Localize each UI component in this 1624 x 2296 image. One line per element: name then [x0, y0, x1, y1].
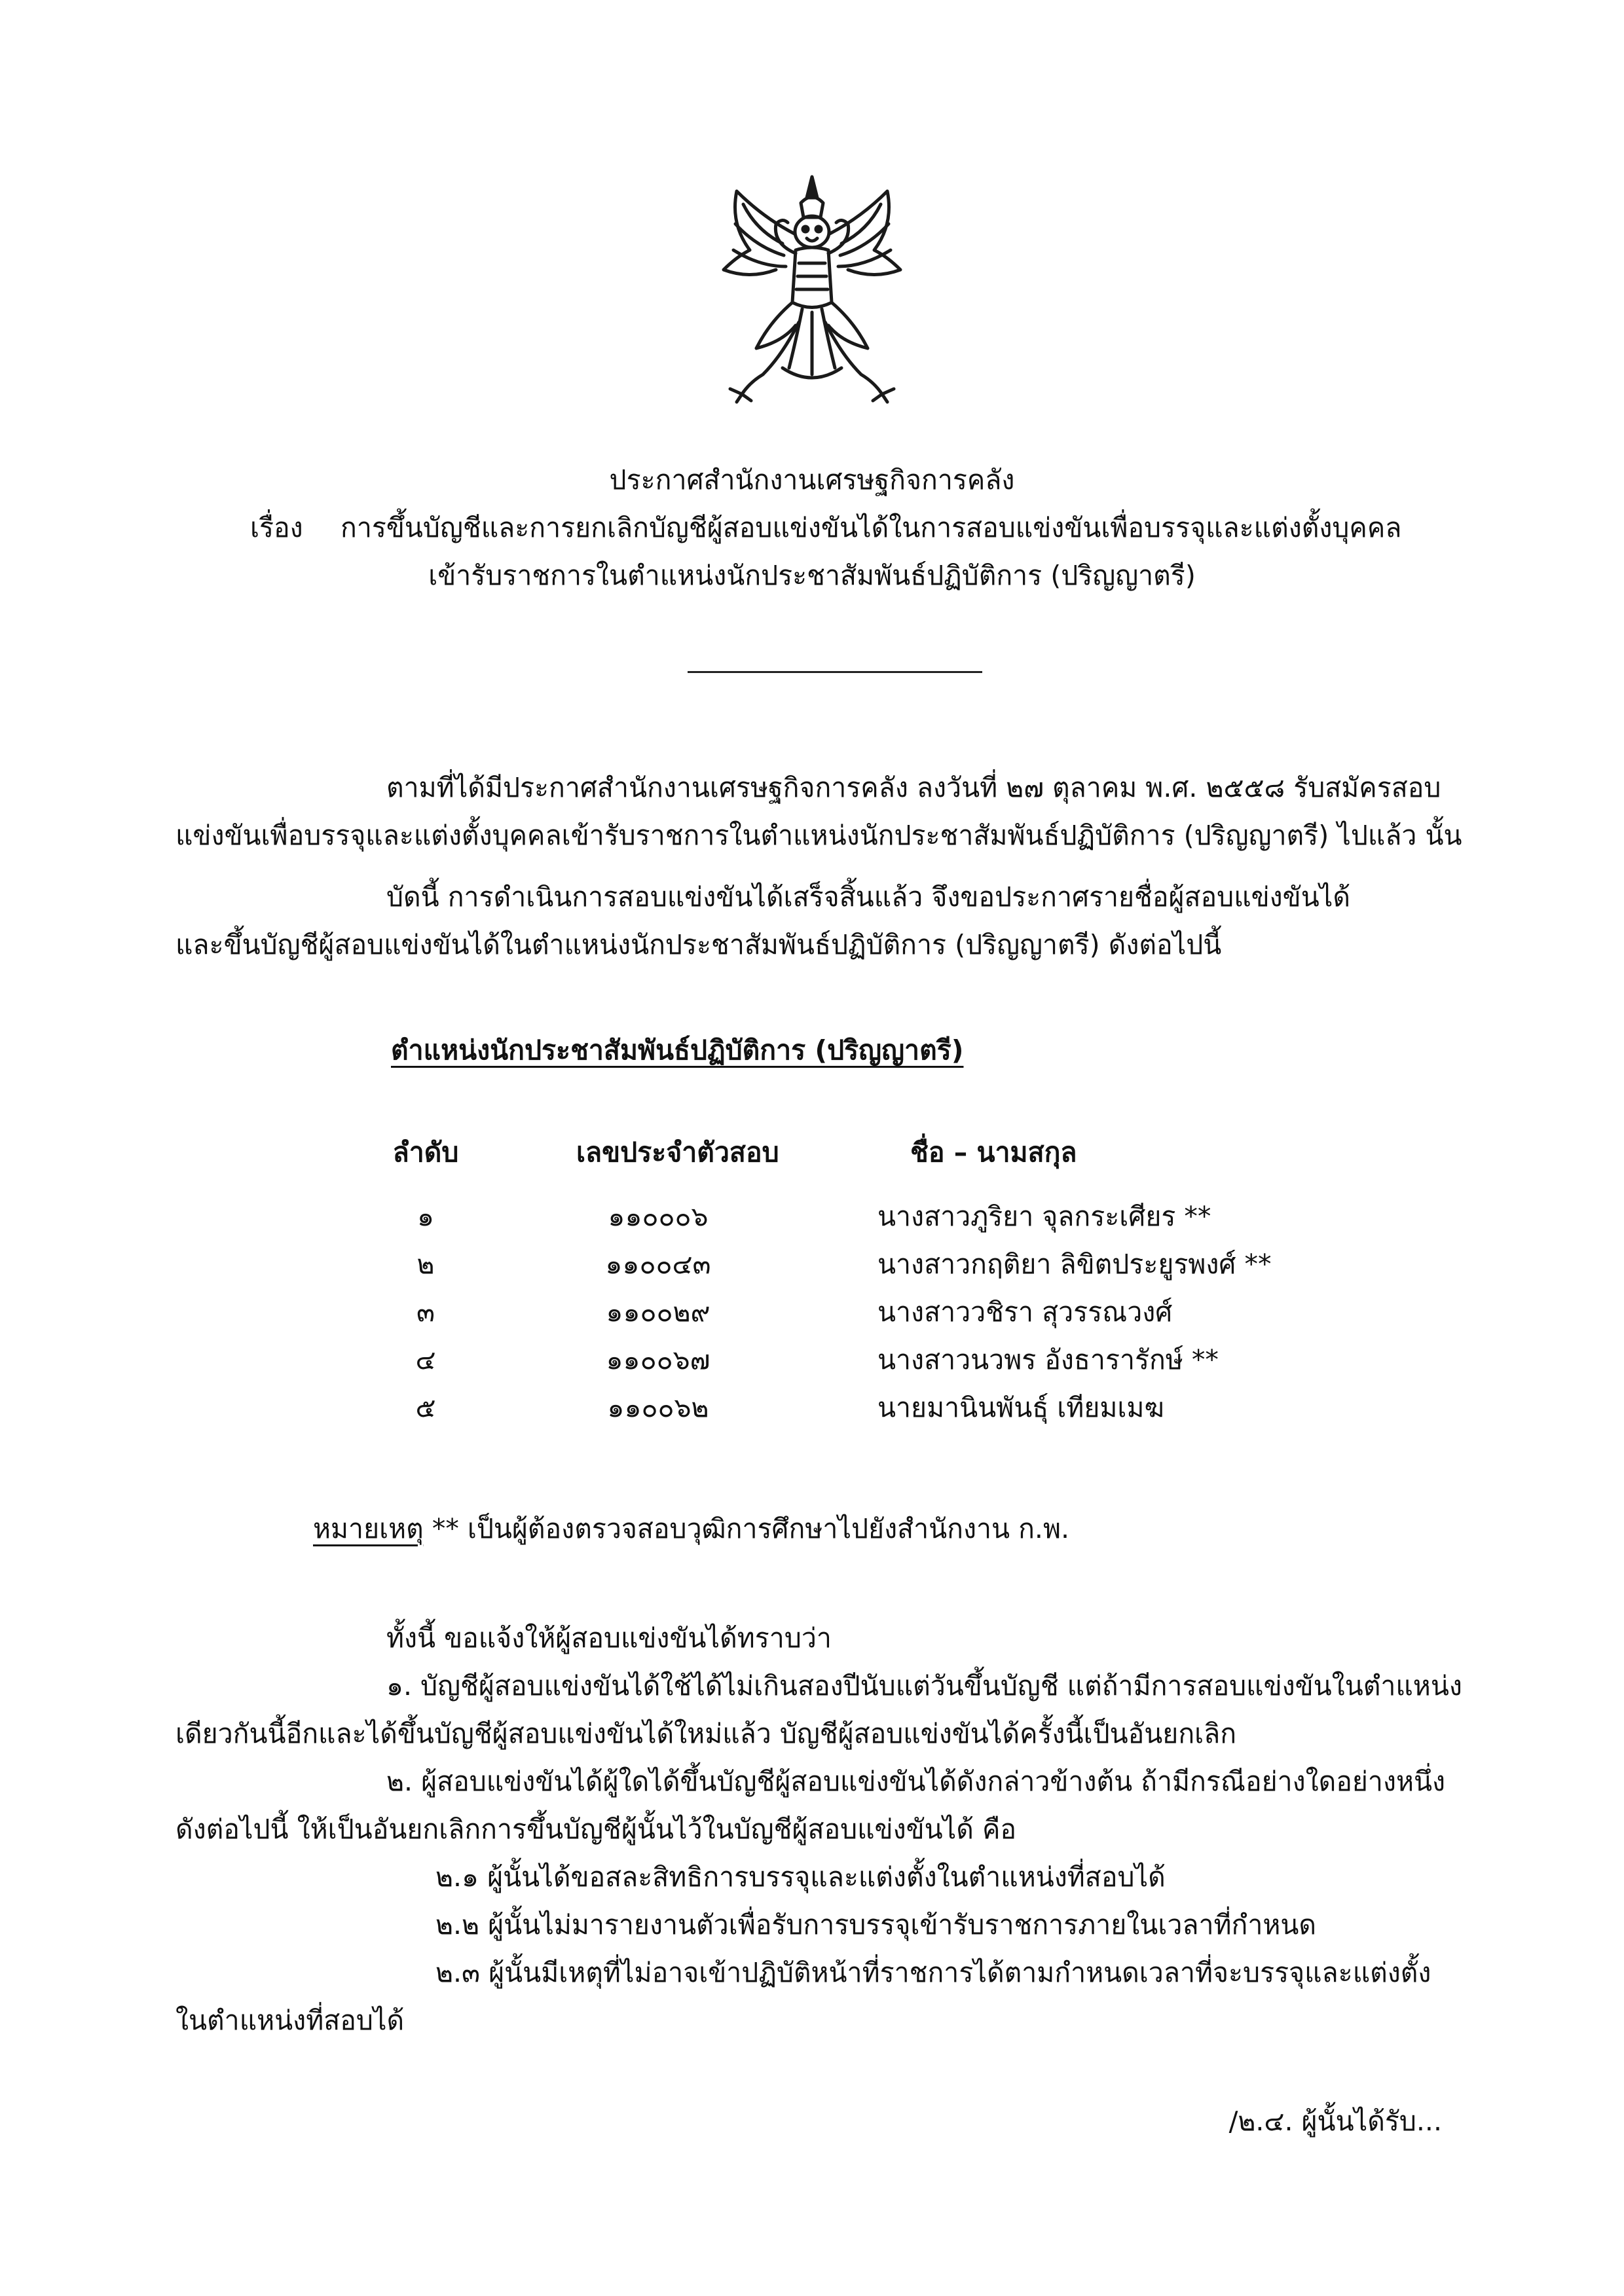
condition-2-line-1: ๒. ผู้สอบแข่งขันได้ผู้ใดได้ขึ้นบัญชีผู้สอบแข่งขันได้ดังกล่าวข้างต้น ถ้ามีกรณีอย่างใดอย่างหนึ่ง [386, 1766, 1446, 1797]
condition-1-line-2: เดียวกันนี้อีกและได้ขึ้นบัญชีผู้สอบแข่งขันได้ใหม่แล้ว บัญชีผู้สอบแข่งขันได้ครั้งนี้เป็นอันยกเลิก [175, 1718, 1237, 1749]
remark-text: ** เป็นผู้ต้องตรวจสอบวุฒิการศึกษาไปยังสำนักงาน ก.พ. [432, 1513, 1070, 1544]
conditions-intro: ทั้งนี้ ขอแจ้งให้ผู้สอบแข่งขันได้ทราบว่า [386, 1622, 832, 1654]
table-row [0, 1344, 1624, 1379]
row-name: นางสาวภูริยา จุลกระเศียร ** [877, 1201, 1211, 1232]
para-1-line-2: แข่งขันเพื่อบรรจุและแต่งตั้งบุคคลเข้ารับราชการในตำแหน่งนักประชาสัมพันธ์ปฏิบัติการ (ปริญญาตรี) ไปแล้ว นั้น [175, 820, 1462, 851]
row-no: ๕ [415, 1392, 436, 1423]
table-row [0, 1394, 1624, 1427]
row-no: ๓ [416, 1296, 435, 1328]
subject-label: เรื่อง [250, 512, 303, 543]
condition-2-3-line-2: ในตำแหน่งที่สอบได้ [175, 2005, 405, 2036]
condition-2-2: ๒.๒ ผู้นั้นไม่มารายงานตัวเพื่อรับการบรรจุเข้ารับราชการภายในเวลาที่กำหนด [435, 1909, 1317, 1941]
para-1-line-1: ตามที่ได้มีประกาศสำนักงานเศรษฐกิจการคลัง ลงวันที่ ๒๗ ตุลาคม พ.ศ. ๒๕๕๘ รับสมัครสอบ [386, 772, 1441, 803]
condition-1-line-1: ๑. บัญชีผู้สอบแข่งขันได้ใช้ได้ไม่เกินสองปีนับแต่วันขึ้นบัญชี แต่ถ้ามีการสอบแข่งขันในตำแหน่ง [386, 1670, 1462, 1702]
table-row [0, 1203, 1624, 1236]
remark [313, 1513, 1070, 1544]
header-name: ชื่อ – นามสกุล [910, 1137, 1077, 1168]
table-row [0, 1248, 1624, 1284]
table-row [0, 1296, 1624, 1332]
row-no: ๔ [415, 1344, 436, 1376]
page-title: ประกาศสำนักงานเศรษฐกิจการคลัง [609, 464, 1015, 496]
row-id: ๑๑๐๐๐๖ [608, 1201, 709, 1232]
remark-label: หมายเหตุ [313, 1513, 424, 1544]
para-2-line-2: และขึ้นบัญชีผู้สอบแข่งขันได้ในตำแหน่งนักประชาสัมพันธ์ปฏิบัติการ (ปริญญาตรี) ดังต่อไปนี้ [175, 929, 1222, 960]
page-continuation: /๒.๔. ผู้นั้นได้รับ... [1228, 2105, 1442, 2137]
subject-line-1: การขึ้นบัญชีและการยกเลิกบัญชีผู้สอบแข่งขันได้ในการสอบแข่งขันเพื่อบรรจุและแต่งตั้งบุคคล [341, 512, 1402, 543]
header-id: เลขประจำตัวสอบ [576, 1137, 779, 1168]
row-no: ๒ [416, 1248, 435, 1280]
row-name: นางสาวนวพร อังธารารักษ์ ** [877, 1344, 1219, 1376]
row-id: ๑๑๐๐๖๗ [606, 1344, 710, 1376]
condition-2-1: ๒.๑ ผู้นั้นได้ขอสละสิทธิการบรรจุและแต่งตั้งในตำแหน่งที่สอบได้ [435, 1861, 1166, 1893]
condition-2-3-line-1: ๒.๓ ผู้นั้นมีเหตุที่ไม่อาจเข้าปฏิบัติหน้าที่ราชการได้ตามกำหนดเวลาที่จะบรรจุและแต่งตั้ง [435, 1957, 1431, 1988]
para-2-line-1: บัดนี้ การดำเนินการสอบแข่งขันได้เสร็จสิ้นแล้ว จึงขอประกาศรายชื่อผู้สอบแข่งขันได้ [386, 881, 1350, 913]
row-name: นายมานินพันธุ์ เทียมเมฆ [877, 1392, 1164, 1423]
row-id: ๑๑๐๐๒๙ [606, 1296, 710, 1328]
table-header [0, 1139, 1624, 1172]
garuda-emblem [710, 172, 913, 404]
position-heading: ตำแหน่งนักประชาสัมพันธ์ปฏิบัติการ (ปริญญาตรี) [391, 1034, 964, 1066]
row-name: นางสาวกฤติยา ลิขิตประยูรพงศ์ ** [877, 1248, 1272, 1280]
subject-line-2: เข้ารับราชการในตำแหน่งนักประชาสัมพันธ์ปฏิบัติการ (ปริญญาตรี) [428, 560, 1196, 591]
header-no: ลำดับ [392, 1137, 459, 1168]
row-id: ๑๑๐๐๔๓ [605, 1248, 711, 1280]
row-no: ๑ [416, 1201, 435, 1232]
row-id: ๑๑๐๐๖๒ [607, 1392, 709, 1423]
title-divider [688, 671, 982, 673]
row-name: นางสาววชิรา สุวรรณวงศ์ [877, 1296, 1173, 1328]
condition-2-line-2: ดังต่อไปนี้ ให้เป็นอันยกเลิกการขึ้นบัญชีผู้นั้นไว้ในบัญชีผู้สอบแข่งขันได้ คือ [175, 1813, 1016, 1845]
